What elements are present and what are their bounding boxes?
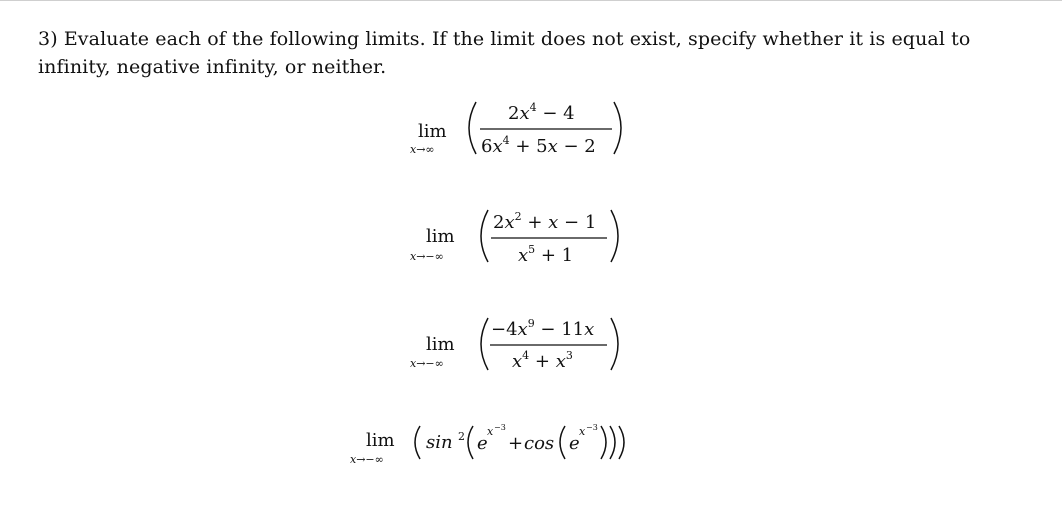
lim-1-approach: x→∞	[410, 143, 435, 156]
svg-text:2x4 − 4: $2x^4 - 4$	[508, 101, 575, 124]
lim-1-label: lim	[418, 121, 447, 142]
close-paren-4c	[601, 426, 606, 459]
limit-3	[410, 317, 618, 372]
fraction-1-numerator	[508, 101, 575, 124]
fraction-3-denominator	[512, 349, 573, 372]
svg-text:cos: cos	[524, 433, 555, 454]
close-paren-4a	[619, 426, 624, 459]
lim-3-label: lim	[426, 334, 455, 355]
limit-4-expression	[415, 423, 624, 459]
limit-2	[410, 210, 618, 266]
open-paren-4b	[468, 426, 473, 459]
svg-text:e: e	[569, 433, 580, 454]
svg-text:x5 + 1: $x^5 + 1$	[518, 243, 574, 266]
fraction-1-denominator	[481, 134, 596, 157]
close-paren-4b	[610, 426, 615, 459]
lim-3-approach: x→−∞	[410, 357, 444, 370]
lim-4-approach: x→−∞	[350, 453, 384, 466]
limit-1	[410, 101, 621, 157]
svg-text:+: +	[508, 433, 524, 454]
lim-4-label: lim	[366, 430, 395, 451]
open-paren-3	[481, 318, 488, 370]
open-paren-2	[481, 210, 488, 262]
open-paren-4a	[415, 426, 420, 459]
open-paren-4c	[560, 426, 565, 459]
svg-text:e: e	[477, 433, 488, 454]
svg-text:−3: −3	[494, 423, 506, 432]
svg-text:2: 2	[458, 430, 465, 443]
lim-2-label: lim	[426, 226, 455, 247]
lim-2-approach: x→−∞	[410, 250, 444, 263]
close-paren-2	[611, 210, 618, 262]
close-paren-1	[614, 102, 621, 154]
limit-4	[350, 423, 624, 466]
close-paren-3	[611, 318, 618, 370]
fraction-2-denominator	[518, 243, 573, 266]
svg-text:2x2 + x − 1: $2x^2 + x - 1$	[493, 210, 597, 233]
svg-text:sin: sin	[426, 432, 453, 453]
svg-text:6x4 + 5x − 2: $6x^4 + 5x - 2$	[481, 134, 596, 157]
limits-area	[0, 1, 1062, 507]
svg-text:x4 + x3: $x^4 + x^3$	[512, 349, 573, 372]
open-paren-1	[469, 102, 476, 154]
svg-text:x: x	[579, 425, 586, 438]
question-prompt: 3) Evaluate each of the following limits. If the limit does not exist, specify whether it is equal to infinity, negative infinity, or neither.	[38, 28, 971, 78]
fraction-2-numerator	[493, 210, 596, 233]
svg-text:−4x9 − 11x: $-4x^9 - 11x$	[491, 317, 595, 340]
svg-text:x: x	[487, 425, 494, 438]
fraction-3-numerator	[491, 317, 594, 340]
svg-text:−3: −3	[586, 423, 598, 432]
